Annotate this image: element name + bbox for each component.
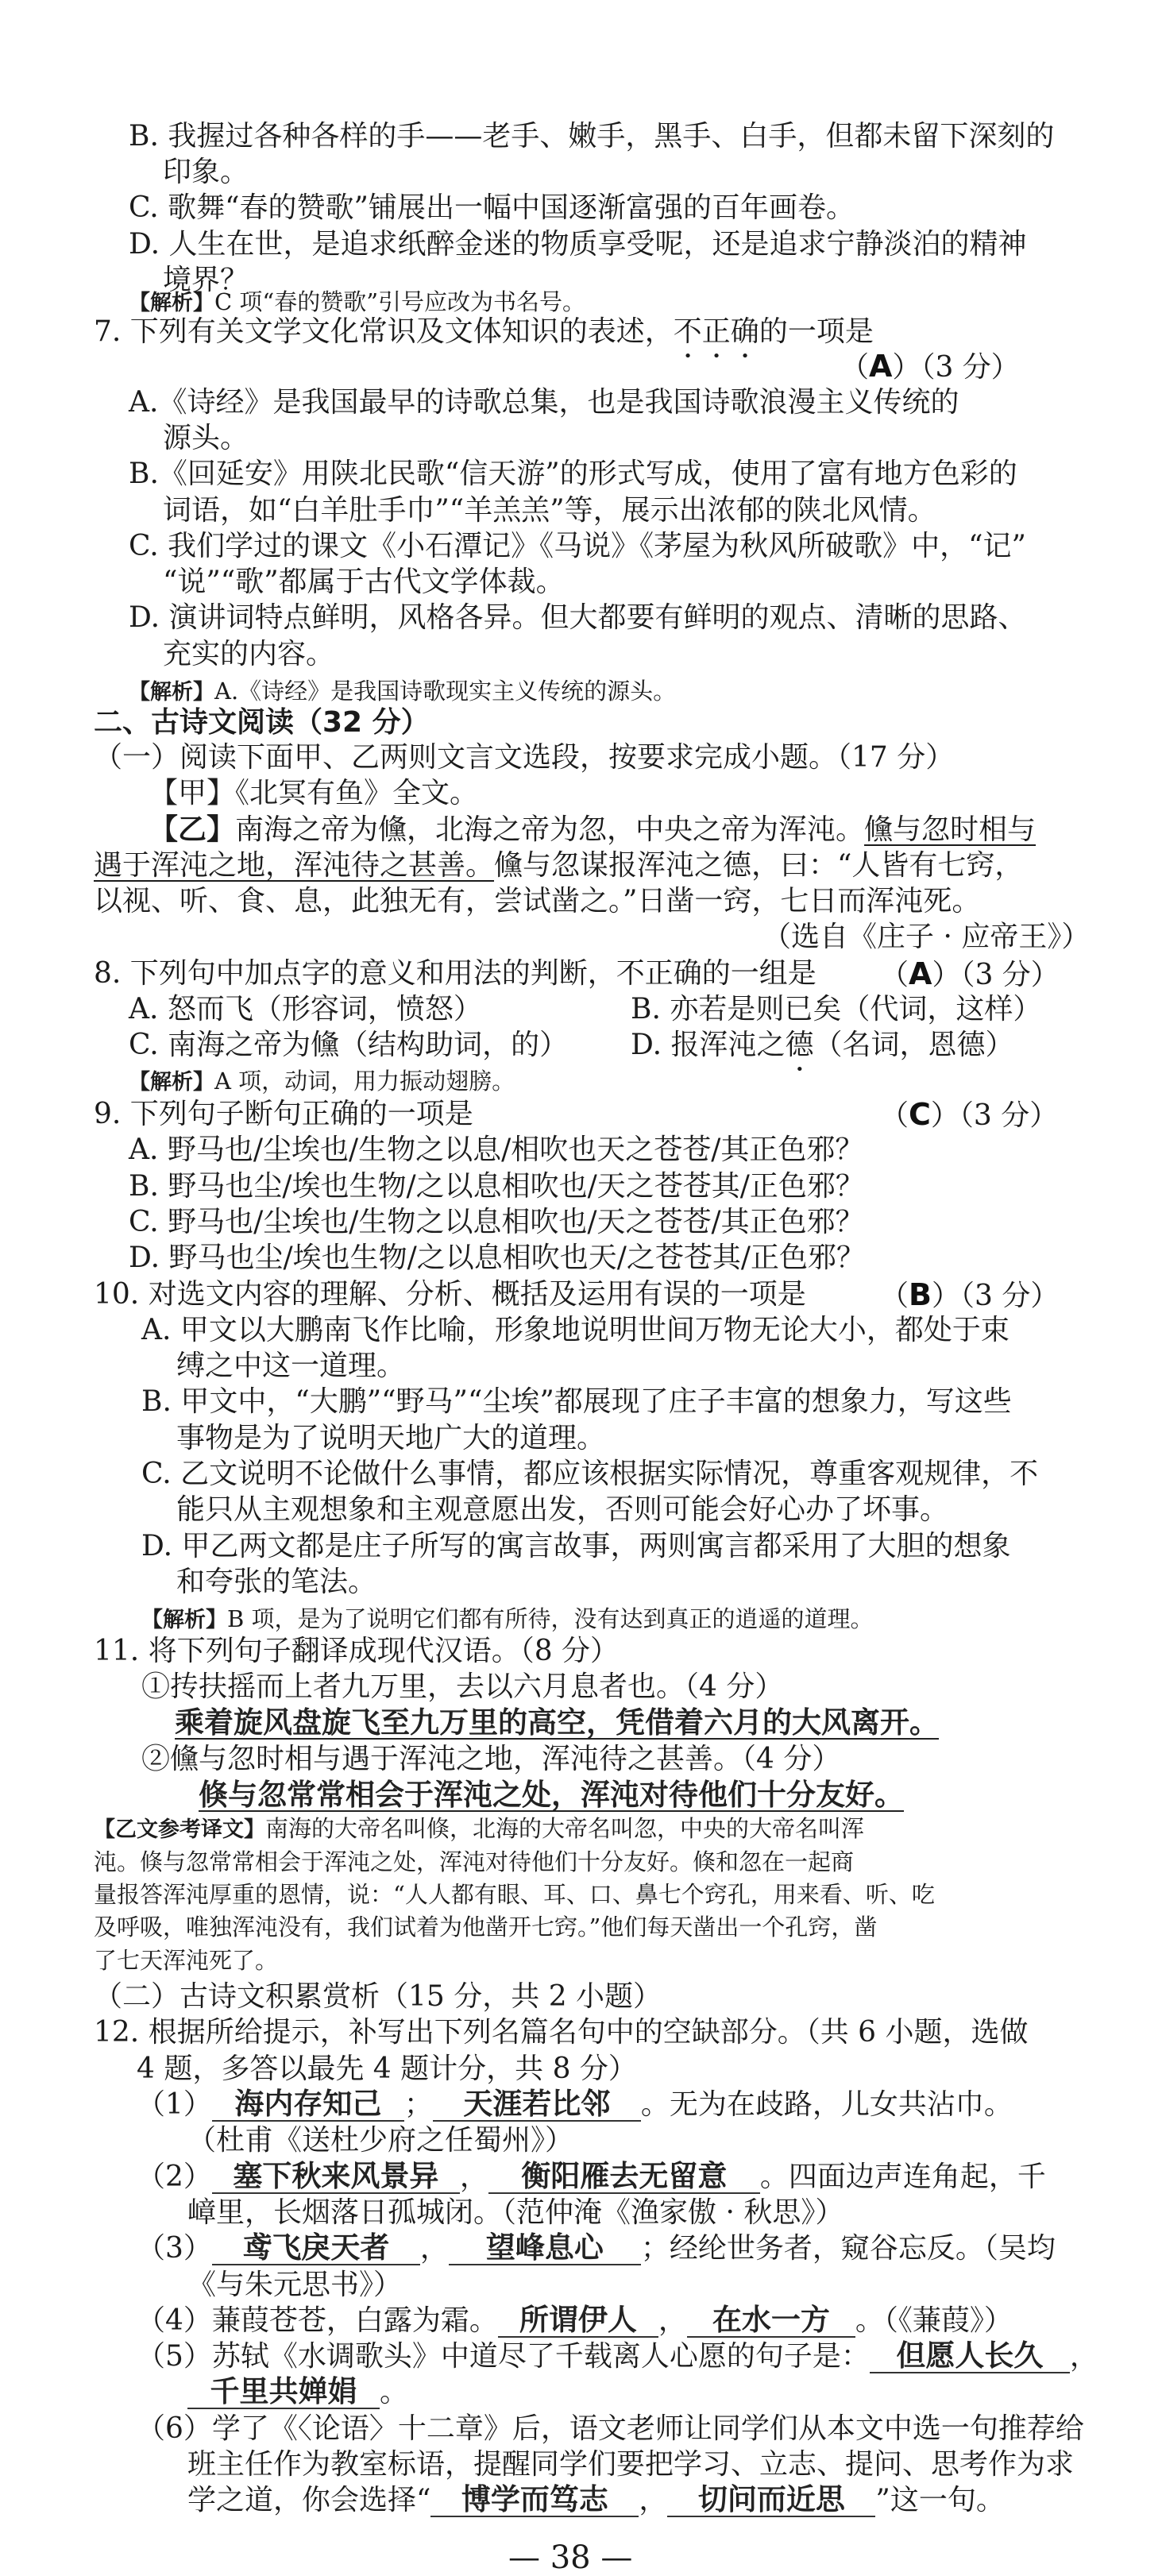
q8-stem: 8. 下列句中加点字的意义和用法的判断，不正确的一组是 <box>94 957 816 990</box>
bracket-right: ）（3 分） <box>892 351 1020 384</box>
item-prompt: （4）蒹葭苍苍，白露为霜。 <box>137 2304 498 2337</box>
q7-option-d-line1: D. 演讲词特点鲜明，风格各异。但大都要有鲜明的观点、清晰的思路、 <box>129 601 1027 634</box>
q7-option-a-line1: A.《诗经》是我国最早的诗歌总集，也是我国诗歌浪漫主义传统的 <box>129 386 959 419</box>
q8-jiexi <box>129 1066 515 1098</box>
passage-yi-underlined: 遇于浑沌之地，浑沌待之甚善。 <box>94 849 495 882</box>
q12-item-3 <box>137 2231 1056 2266</box>
reference-tag: 【乙文参考译文】 <box>94 1817 265 1842</box>
q10-jiexi <box>141 1604 874 1636</box>
q7-answer-bracket <box>840 349 1020 385</box>
q12-blank-3a: 鸢飞戾天者 <box>212 2232 420 2265</box>
q10-answer-bracket <box>880 1277 1059 1314</box>
page-number: — 38 — <box>508 2539 633 2576</box>
item-tail: ；经纶世务者，窥谷忘反。（吴均 <box>640 2232 1056 2265</box>
q12-item-2-continuation: 嶂里，长烟落日孤城闭。（范仲淹《渔家傲 · 秋思》） <box>187 2196 844 2229</box>
prev-option-d-line1: D. 人生在世，是追求纸醉金迷的物质享受呢，还是追求宁静淡泊的精神 <box>129 228 1027 261</box>
q9-option-d: D. 野马也尘/埃也生物/之以息相吹也天/之苍苍其/正色邪？ <box>129 1242 865 1274</box>
jiexi-text: A.《诗经》是我国诗歌现实主义传统的源头。 <box>214 678 677 705</box>
q12-item-2 <box>137 2160 1046 2195</box>
q12-blank-1a: 海内存知己 <box>212 2088 404 2122</box>
q11-reference-line3: 量报答浑沌厚重的恩情，说：“人人都有眼、耳、口、鼻七个窍孔，用来看、听、吃 <box>94 1881 935 1908</box>
bracket-right: ）（3 分） <box>931 1280 1060 1312</box>
q11-reference-line1 <box>94 1813 864 1845</box>
q11-answer-2 <box>199 1778 904 1813</box>
separator: ， <box>1069 2340 1098 2373</box>
q12-item-6-line2: 班主任作为教室标语，提醒同学们要把学习、立志、提问、思考作为求 <box>187 2448 1075 2481</box>
separator: ， <box>459 2161 488 2193</box>
item-number: （2） <box>137 2161 212 2193</box>
q12-blank-4b: 在水一方 <box>687 2304 855 2338</box>
q7-stem <box>94 315 874 365</box>
q11-reference-line2: 沌。倏与忽常常相会于浑沌之处，浑沌对待他们十分友好。倏和忽在一起商 <box>94 1848 855 1875</box>
jiexi-text: C 项“春的赞歌”引号应改为书名号。 <box>214 288 586 315</box>
q10-option-a-line1: A. 甲文以大鹏南飞作比喻，形象地说明世间万物无论大小，都处于束 <box>141 1314 1010 1346</box>
q9-option-a: A. 野马也/尘埃也/生物之以息/相吹也天之苍苍/其正色邪？ <box>129 1134 864 1166</box>
prev-jiexi <box>129 287 585 319</box>
q7-option-c-line2: “说”“歌”都属于古代文学体裁。 <box>163 566 565 598</box>
q12-item-1-source: （杜甫《送杜少府之任蜀州》） <box>187 2124 574 2157</box>
q12-blank-3b: 望峰息心 <box>449 2232 641 2265</box>
item-tail: 。 <box>380 2376 409 2408</box>
q7-stem-end: 的一项是 <box>759 315 874 348</box>
prev-option-b-line1: B. 我握过各种各样的手——老手、嫩手，黑手、白手，但都未留下深刻的 <box>129 120 1055 153</box>
passage-source: （选自《庄子 · 应帝王》） <box>762 921 1091 953</box>
part-1-heading: （一）阅读下面甲、乙两则文言文选段，按要求完成小题。（17 分） <box>94 741 955 774</box>
bracket-right: ）（3 分） <box>930 1099 1059 1132</box>
q8-option-a: A. 怒而飞（形容词，愤怒） <box>129 993 482 1025</box>
q12-blank-2b: 衡阳雁去无留意 <box>488 2161 760 2194</box>
q12-stem-line1: 12. 根据所给提示，补写出下列名篇名句中的空缺部分。（共 6 小题，选做 <box>94 2016 1029 2049</box>
q12-blank-5a: 但愿人长久 <box>870 2340 1070 2373</box>
passage-yi-line1 <box>149 812 1036 848</box>
q10-option-b-line2: 事物是为了说明天地广大的道理。 <box>176 1422 606 1454</box>
q11-answer-2-text: 倏与忽常常相会于浑沌之处，浑沌对待他们十分友好。 <box>199 1778 904 1812</box>
q12-item-5-continuation <box>187 2375 408 2410</box>
item-prompt: 学之道，你会选择“ <box>187 2484 431 2516</box>
q7-option-c-line1: C. 我们学过的课文《小石潭记》《马说》《茅屋为秋风所破歌》中，“记” <box>129 530 1026 562</box>
q11-sentence-1: ①抟扶摇而上者九万里，去以六月息者也。（4 分） <box>141 1670 784 1703</box>
item-tail: 。（《蒹葭》） <box>855 2304 1013 2337</box>
passage-yi-line2 <box>94 848 1023 883</box>
prev-option-d-line2: 境界？ <box>163 264 249 296</box>
q7-jiexi <box>129 676 676 708</box>
q8-answer: A <box>909 956 932 991</box>
q10-option-d-line2: 和夸张的笔法。 <box>176 1566 377 1598</box>
q12-item-6-line1: （6）学了《〈论语〉十二章》后，语文老师让同学们从本文中选一句推荐给 <box>137 2412 1084 2445</box>
q11-answer-1-text: 乘着旋风盘旋飞至九万里的高空，凭借着六月的大风离开。 <box>175 1705 939 1740</box>
q11-reference-line5: 了七天浑沌死了。 <box>94 1947 279 1974</box>
q10-option-b-line1: B. 甲文中，“大鹏”“野马”“尘埃”都展现了庄子丰富的想象力，写这些 <box>141 1385 1012 1418</box>
bracket-left: （ <box>880 1099 909 1132</box>
passage-yi-tag: 【乙】 <box>149 813 236 846</box>
q8-option-d-emphasis: 德 <box>785 1029 814 1061</box>
q9-option-c: C. 野马也/尘埃也/生物之以息相吹也/天之苍苍/其正色邪？ <box>129 1206 864 1238</box>
item-tail: 。四面边声连角起，千 <box>759 2161 1046 2193</box>
bracket-right: ）（3 分） <box>932 959 1060 991</box>
item-number: （3） <box>137 2232 212 2265</box>
section-2-title: 二、古诗文阅读（32 分） <box>94 706 430 739</box>
separator: ， <box>658 2304 687 2337</box>
q10-option-a-line2: 缚之中这一道理。 <box>176 1350 406 1382</box>
q11-reference-line4: 及呼吸，唯独浑沌没有，我们试着为他凿开七窍。”他们每天凿出一个孔窍，凿 <box>94 1914 878 1941</box>
q8-option-b: B. 亦若是则已矣（代词，这样） <box>631 993 1042 1025</box>
q9-answer-bracket <box>880 1097 1058 1134</box>
q10-option-c-line2: 能只从主观想象和主观意愿出发，否则可能会好心办了坏事。 <box>176 1493 949 1526</box>
q8-option-d <box>631 1028 1014 1078</box>
separator: ， <box>419 2232 449 2265</box>
q7-option-d-line2: 充实的内容。 <box>163 638 335 670</box>
jiexi-tag: 【解析】 <box>141 1608 227 1632</box>
q9-option-b: B. 野马也尘/埃也生物/之以息相吹也/天之苍苍其/正色邪？ <box>129 1170 864 1203</box>
q11-answer-1 <box>175 1705 939 1741</box>
q12-blank-4a: 所谓伊人 <box>498 2304 658 2338</box>
q12-item-6-line3 <box>187 2483 1005 2518</box>
passage-yi-text: 南海之帝为儵，北海之帝为忽，中央之帝为浑沌。 <box>235 813 865 846</box>
item-tail: ”这一句。 <box>875 2484 1005 2516</box>
jiexi-text: B 项，是为了说明它们都有所待，没有达到真正的逍遥的道理。 <box>227 1605 874 1632</box>
q11-sentence-2: ②儵与忽时相与遇于浑沌之地，浑沌待之甚善。（4 分） <box>141 1743 841 1775</box>
q7-option-b-line2: 词语，如“白羊肚手巾”“羊羔羔”等，展示出浓郁的陕北风情。 <box>163 494 936 527</box>
q7-stem-emphasis: 不正确 <box>673 315 759 348</box>
q12-stem-line2: 4 题，多答以最先 4 题计分，共 8 分） <box>137 2053 637 2085</box>
q9-stem: 9. 下列句子断句正确的一项是 <box>94 1098 473 1130</box>
passage-yi-underlined: 儵与忽时相与 <box>864 813 1037 846</box>
q10-option-d-line1: D. 甲乙两文都是庄子所写的寓言故事，两则寓言都采用了大胆的想象 <box>141 1530 1011 1562</box>
q7-option-a-line2: 源头。 <box>163 422 249 454</box>
passage-yi-text: 儵与忽谋报浑沌之德，曰：“人皆有七窍， <box>494 849 1024 882</box>
q9-answer: C <box>909 1097 931 1132</box>
q7-answer: A <box>869 349 893 384</box>
item-tail: 。无为在歧路，儿女共沾巾。 <box>640 2088 1013 2121</box>
q8-option-d-text: D. 报浑沌之 <box>631 1029 786 1061</box>
q12-blank-1b: 天涯若比邻 <box>433 2088 641 2122</box>
bracket-left: （ <box>840 351 870 384</box>
prev-option-b-line2: 印象。 <box>163 156 249 188</box>
item-number: （1） <box>137 2088 212 2121</box>
jiexi-tag: 【解析】 <box>129 680 214 705</box>
q8-option-c: C. 南海之帝为儵（结构助词，的） <box>129 1029 569 1061</box>
jiexi-tag: 【解析】 <box>129 291 214 315</box>
q12-item-5 <box>137 2339 1098 2374</box>
q7-option-b-line1: B.《回延安》用陕北民歌“信天游”的形式写成，使用了富有地方色彩的 <box>129 458 1017 490</box>
jiexi-tag: 【解析】 <box>129 1070 214 1095</box>
q12-blank-2a: 塞下秋来风景异 <box>212 2161 460 2194</box>
q12-blank-6b: 切问而近思 <box>667 2484 875 2517</box>
passage-yi-line3: 以视、听、食、息，此独无有，尝试凿之。”日凿一窍，七日而浑沌死。 <box>94 885 981 917</box>
separator: ， <box>639 2484 668 2516</box>
q12-item-1 <box>137 2087 1013 2122</box>
q10-option-c-line1: C. 乙文说明不论做什么事情，都应该根据实际情况，尊重客观规律，不 <box>141 1458 1039 1490</box>
q12-blank-6a: 博学而笃志 <box>430 2484 639 2517</box>
q10-stem: 10. 对选文内容的理解、分析、概括及运用有误的一项是 <box>94 1278 806 1311</box>
q8-option-d-gloss: （名词，恩德） <box>813 1029 1014 1061</box>
q10-answer: B <box>909 1277 932 1312</box>
passage-jia: 【甲】《北冥有鱼》全文。 <box>149 777 479 809</box>
q12-blank-5b: 千里共婵娟 <box>187 2376 380 2409</box>
q7-stem-text: 7. 下列有关文学文化常识及文体知识的表述， <box>94 315 674 348</box>
jiexi-text: A 项，动词，用力振动翅膀。 <box>214 1068 515 1095</box>
separator: ； <box>403 2088 433 2121</box>
q11-stem: 11. 将下列句子翻译成现代汉语。（8 分） <box>94 1635 620 1667</box>
q8-answer-bracket <box>880 956 1060 993</box>
part-2-heading: （二）古诗文积累赏析（15 分，共 2 小题） <box>94 1980 662 2013</box>
bracket-left: （ <box>880 959 909 991</box>
prev-option-c: C. 歌舞“春的赞歌”铺展出一幅中国逐渐富强的百年画卷。 <box>129 191 855 224</box>
q12-item-4 <box>137 2304 1013 2338</box>
q12-item-3-source: 《与朱元思书》） <box>187 2269 403 2301</box>
item-prompt: （5）苏轼《水调歌头》中道尽了千载离人心愿的句子是： <box>137 2340 870 2373</box>
bracket-left: （ <box>880 1280 909 1312</box>
reference-text: 南海的大帝名叫倏，北海的大帝名叫忽，中央的大帝名叫浑 <box>265 1815 865 1842</box>
